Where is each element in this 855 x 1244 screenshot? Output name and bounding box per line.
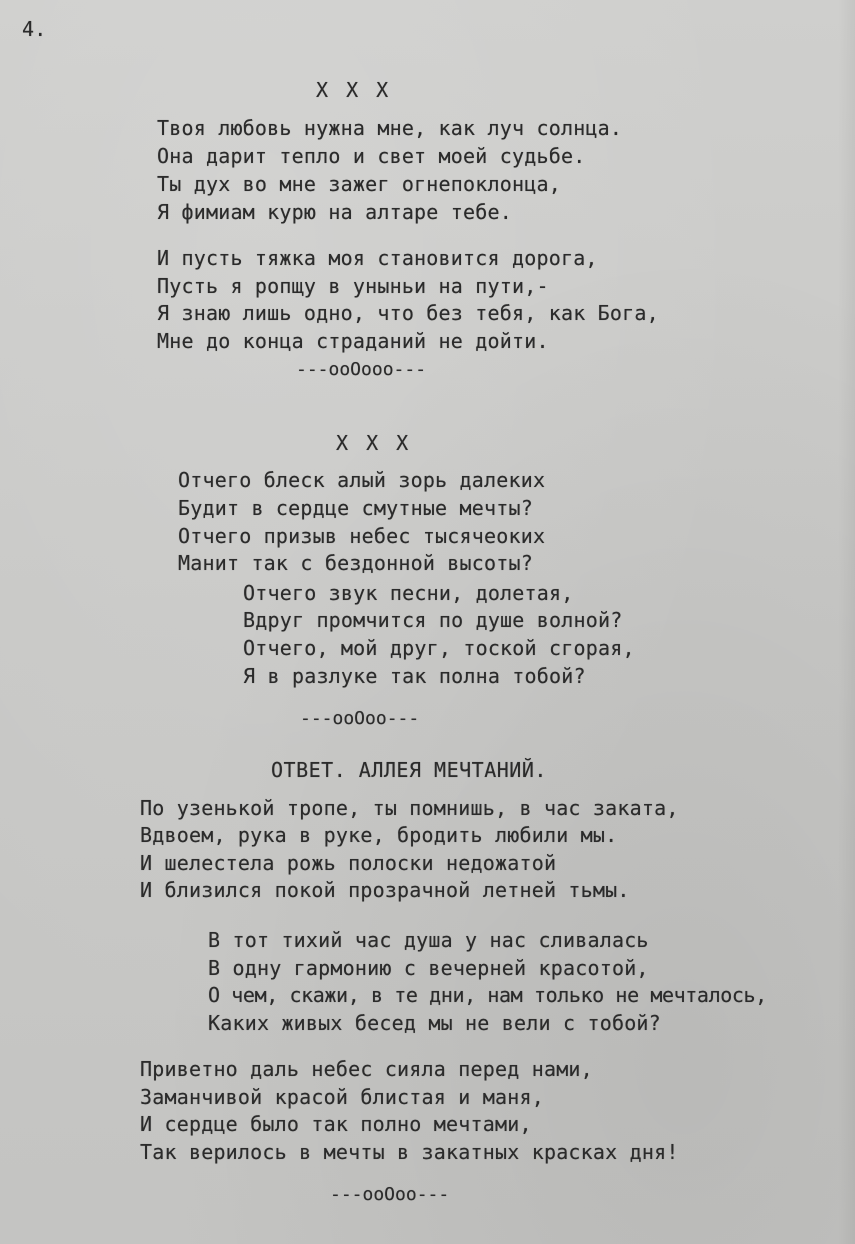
poem-line: Отчего, мой друг, тоской сгорая, <box>243 636 635 660</box>
poem3-heading: ОТВЕТ. АЛЛЕЯ МЕЧТАНИЙ. <box>271 758 547 782</box>
poem-line: Отчего блеск алый зорь далеких <box>178 468 546 492</box>
poem1-heading: Х Х Х <box>316 78 392 102</box>
poem-line: Отчего призыв небес тысячеоких <box>178 524 546 548</box>
poem-line: Манит так с бездонной высоты? <box>178 551 533 575</box>
poem2-separator: ---ооОоо--- <box>300 708 420 729</box>
poem-line: Пусть я ропщу в уныньи на пути,- <box>157 274 549 298</box>
page-number: 4. <box>22 17 47 41</box>
poem-line: Мне до конца страданий не дойти. <box>157 329 549 353</box>
poem-line: Приветно даль небес сияла перед нами, <box>140 1057 593 1081</box>
poem-line: Я в разлуке так полна тобой? <box>243 664 586 688</box>
poem2-heading: Х Х Х <box>336 431 412 455</box>
poem-line: В одну гармонию с вечерней красотой, <box>208 956 649 980</box>
poem-line: И сердце было так полно мечтами, <box>140 1112 532 1136</box>
poem-line: Твоя любовь нужна мне, как луч солнца. <box>157 116 623 140</box>
poem-line: И близился покой прозрачной летней тьмы. <box>140 878 630 902</box>
poem-line: И пусть тяжка моя становится дорога, <box>157 246 598 270</box>
poem-line: Отчего звук песни, долетая, <box>243 581 574 605</box>
poem-line: По узенькой тропе, ты помнишь, в час заката, <box>140 796 679 820</box>
poem-line: Я знаю лишь одно, что без тебя, как Бога, <box>157 301 659 325</box>
poem-line: В тот тихий час душа у нас сливалась <box>208 928 649 952</box>
poem-line: Вдруг промчится по душе волной? <box>243 608 623 632</box>
poem1-separator: ---ооОооо--- <box>296 359 427 380</box>
poem-line: Ты дух во мне зажег огнепоклонца, <box>157 172 561 196</box>
poem-line: О чем, скажи, в те дни, нам только не мечталось, <box>208 983 767 1007</box>
poem-line: Будит в сердце смутные мечты? <box>178 496 533 520</box>
poem-line: Она дарит тепло и свет моей судьбе. <box>157 144 586 168</box>
poem-line: Я фимиам курю на алтаре тебе. <box>157 200 512 224</box>
poem-line: Заманчивой красой блистая и маня, <box>140 1085 544 1109</box>
poem-line: И шелестела рожь полоски недожатой <box>140 851 557 875</box>
poem-line: Вдвоем, рука в руке, бродить любили мы. <box>140 823 618 847</box>
poem-line: Так верилось в мечты в закатных красках дня! <box>140 1140 679 1164</box>
poem3-separator: ---ооОоо--- <box>330 1184 450 1205</box>
page-edge-shadow <box>838 0 855 1244</box>
poem-line: Каких живых бесед мы не вели с тобой? <box>208 1011 661 1035</box>
